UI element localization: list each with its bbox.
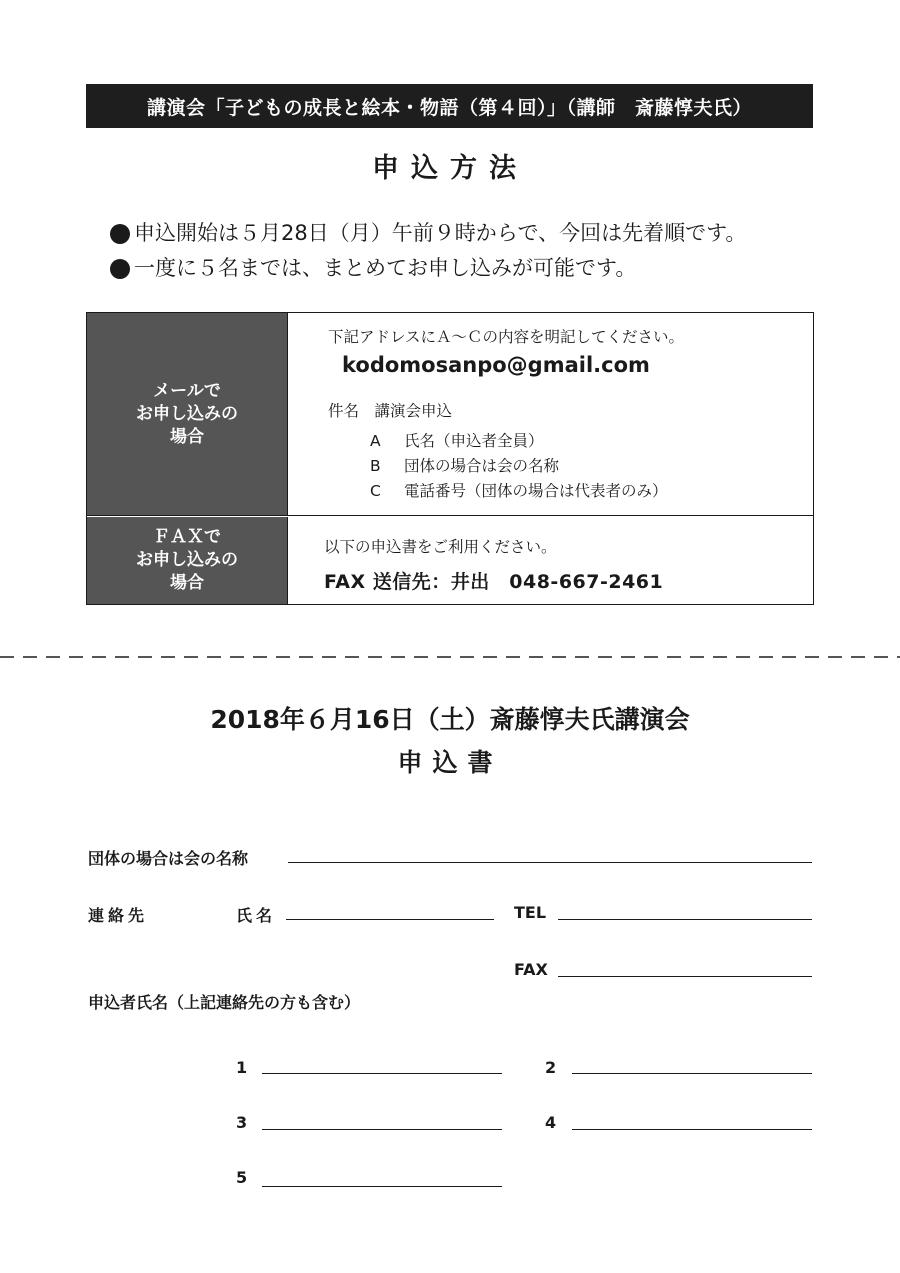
applicant-number: 4 bbox=[545, 1113, 557, 1132]
email-address: kodomosanpo@gmail.com bbox=[342, 353, 650, 377]
notice-item bbox=[110, 216, 746, 251]
mail-row bbox=[87, 313, 813, 516]
mail-intro: 下記アドレスにＡ～Ｃの内容を明記してください。 bbox=[328, 328, 685, 346]
mail-item-key: B bbox=[370, 457, 381, 475]
mail-label-line: メールで bbox=[153, 380, 221, 401]
event-header: 講演会「子どもの成長と絵本・物語（第４回）」（講師 斎藤惇夫氏） bbox=[86, 84, 813, 128]
fax-destination: FAX 送信先：井出 048-667-2461 bbox=[324, 570, 664, 593]
tel-field[interactable] bbox=[558, 919, 812, 920]
bullet-icon bbox=[110, 224, 130, 244]
cut-line-divider bbox=[0, 656, 900, 658]
form-title: 2018年６月16日（土）斎藤惇夫氏講演会 bbox=[210, 705, 690, 734]
name-label: 氏名 bbox=[236, 906, 277, 925]
applicant-number: 1 bbox=[236, 1058, 248, 1077]
method-table bbox=[86, 312, 814, 605]
contact-label: 連絡先 bbox=[88, 906, 149, 925]
mail-items bbox=[370, 429, 668, 504]
method-title: 申込方法 bbox=[372, 153, 528, 184]
fax-label-line: ＦＡＸで bbox=[153, 526, 221, 547]
mail-item-text: 団体の場合は会の名称 bbox=[404, 457, 560, 475]
contact-name-field[interactable] bbox=[286, 919, 494, 920]
group-name-label: 団体の場合は会の名称 bbox=[88, 849, 249, 868]
fax-field-label: FAX bbox=[514, 960, 548, 979]
mail-label-line: お申し込みの bbox=[136, 403, 238, 424]
mail-item-key: A bbox=[370, 432, 381, 450]
mail-item bbox=[370, 429, 668, 454]
fax-row bbox=[87, 517, 813, 605]
applicant-4-field[interactable] bbox=[572, 1129, 812, 1130]
applicant-3-field[interactable] bbox=[262, 1129, 502, 1130]
mail-item-text: 氏名（申込者全員） bbox=[404, 432, 544, 450]
bullet-icon bbox=[110, 259, 130, 279]
notices bbox=[110, 216, 746, 286]
fax-label-line: 場合 bbox=[170, 572, 204, 593]
notice-item bbox=[110, 251, 746, 286]
fax-content bbox=[288, 517, 813, 605]
form-subtitle: 申込書 bbox=[397, 748, 503, 777]
mail-item-key: C bbox=[370, 482, 381, 500]
tel-label: TEL bbox=[514, 903, 547, 922]
fax-label-line: お申し込みの bbox=[136, 549, 238, 570]
mail-item-text: 電話番号（団体の場合は代表者のみ） bbox=[404, 482, 668, 500]
group-name-field[interactable] bbox=[288, 862, 812, 863]
fax-intro: 以下の申込書をご利用ください。 bbox=[324, 537, 557, 556]
fax-field[interactable] bbox=[558, 976, 812, 977]
applicant-number: 3 bbox=[236, 1113, 248, 1132]
applicant-2-field[interactable] bbox=[572, 1073, 812, 1074]
fax-label bbox=[87, 517, 288, 605]
applicant-5-field[interactable] bbox=[262, 1186, 502, 1187]
mail-content bbox=[288, 313, 813, 515]
applicant-1-field[interactable] bbox=[262, 1073, 502, 1074]
applicant-number: 5 bbox=[236, 1168, 248, 1187]
applicants-label: 申込者氏名（上記連絡先の方も含む） bbox=[88, 993, 361, 1012]
mail-label bbox=[87, 313, 288, 515]
mail-item bbox=[370, 479, 668, 504]
mail-item bbox=[370, 454, 668, 479]
notice-text: 一度に５名までは、まとめてお申し込みが可能です。 bbox=[134, 256, 637, 280]
applicant-number: 2 bbox=[545, 1058, 557, 1077]
mail-subject: 件名 講演会申込 bbox=[328, 402, 453, 420]
notice-text: 申込開始は５月28日（月）午前９時からで、今回は先着順です。 bbox=[134, 221, 747, 245]
mail-label-line: 場合 bbox=[170, 426, 204, 447]
